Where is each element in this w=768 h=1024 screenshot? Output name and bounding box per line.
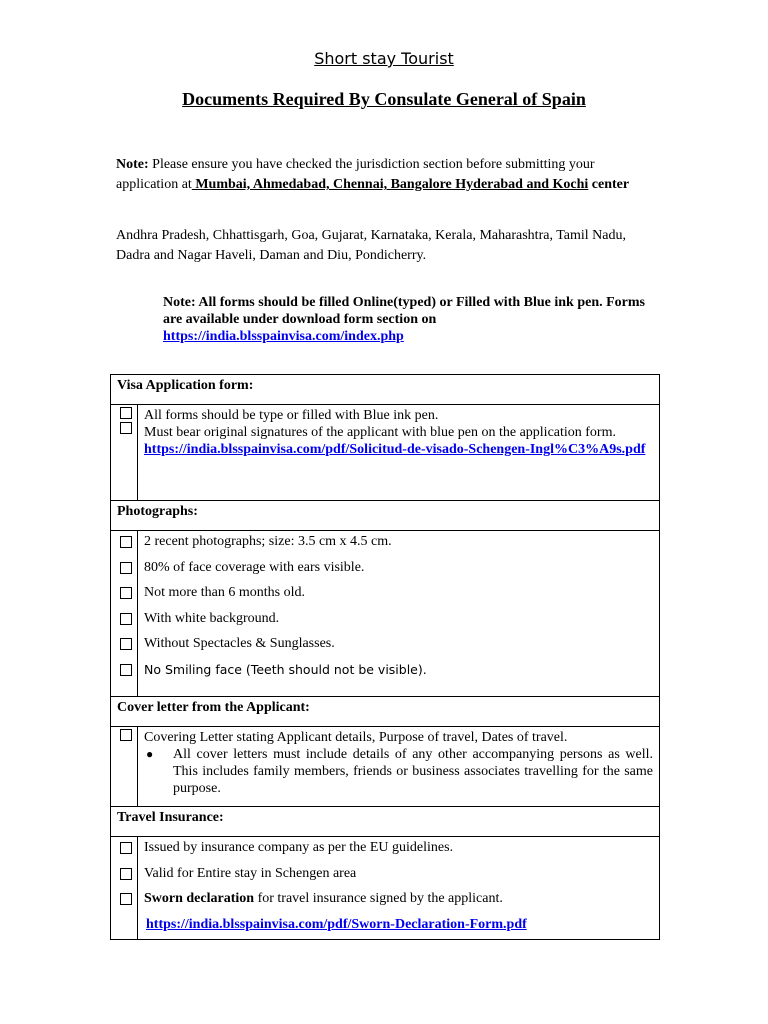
checkbox[interactable] — [120, 664, 132, 676]
forms-note-text: Note: All forms should be filled Online(typed) or Filled with Blue ink pen. Forms are available under download form section on — [163, 295, 645, 327]
checkbox[interactable] — [120, 407, 132, 419]
visa-checkboxes — [111, 405, 138, 501]
page-subtitle: Short stay Tourist — [314, 49, 454, 68]
checkbox[interactable] — [120, 729, 132, 741]
section-photos-title: Photographs: — [111, 501, 660, 531]
cover-bullet-text: All cover letters must include details of any other accompanying persons as well. This includes family members, friends or business associates travelling for the same purpose. — [173, 747, 653, 796]
section-visa-title: Visa Application form: — [111, 375, 660, 405]
sworn-form-link[interactable]: https://india.blsspainvisa.com/pdf/Sworn-Declaration-Form.pdf — [146, 916, 527, 932]
documents-table — [110, 374, 660, 940]
photo-item: With white background. — [144, 610, 280, 626]
jurisdiction-note — [116, 155, 651, 195]
sworn-bold: Sworn declaration — [144, 891, 255, 906]
visa-item: Must bear original signatures of the applicant with blue pen on the application form. — [144, 425, 616, 440]
index-link[interactable]: https://india.blsspainvisa.com/index.php — [163, 329, 404, 344]
page-title: Documents Required By Consulate General of Spain — [182, 89, 586, 109]
cover-bullet — [144, 746, 653, 797]
checkbox[interactable] — [120, 868, 132, 880]
bullet-icon: ● — [146, 747, 154, 761]
note-text: Please ensure you have checked the jurisdiction section before submitting your application at — [116, 157, 595, 192]
insurance-item: Valid for Entire stay in Schengen area — [144, 865, 357, 881]
checkbox[interactable] — [120, 422, 132, 434]
insurance-checkboxes — [111, 837, 138, 940]
photo-checkboxes — [111, 531, 138, 697]
insurance-item — [144, 890, 653, 916]
cover-item: Covering Letter stating Applicant details, Purpose of travel, Dates of travel. — [144, 730, 568, 745]
section-insurance-title: Travel Insurance: — [111, 807, 660, 837]
checkbox[interactable] — [120, 562, 132, 574]
visa-item: All forms should be type or filled with Blue ink pen. — [144, 408, 439, 423]
checkbox[interactable] — [120, 893, 132, 905]
checkbox[interactable] — [120, 613, 132, 625]
insurance-item: Issued by insurance company as per the EU guidelines. — [144, 840, 454, 855]
sworn-rest: for travel insurance signed by the applicant. — [254, 891, 503, 906]
section-cover-title: Cover letter from the Applicant: — [111, 697, 660, 727]
checkbox[interactable] — [120, 587, 132, 599]
checkbox[interactable] — [120, 536, 132, 548]
forms-note — [163, 294, 663, 345]
states-list: Andhra Pradesh, Chhattisgarh, Goa, Gujarat, Karnataka, Kerala, Maharashtra, Tamil Nadu, Dadra and Nagar Haveli, Daman and Diu, Pondicherry. — [116, 228, 626, 263]
note-label: Note: — [116, 157, 149, 172]
photo-item: 2 recent photographs; size: 3.5 cm x 4.5 cm. — [144, 534, 392, 549]
photo-item: No Smiling face (Teeth should not be visible). — [144, 661, 427, 677]
photo-item: Without Spectacles & Sunglasses. — [144, 636, 335, 651]
photo-item: 80% of face coverage with ears visible. — [144, 559, 365, 575]
checkbox[interactable] — [120, 842, 132, 854]
checkbox[interactable] — [120, 638, 132, 650]
visa-form-link[interactable]: https://india.blsspainvisa.com/pdf/Solicitud-de-visado-Schengen-Ingl%C3%A9s.pdf — [144, 442, 646, 457]
photo-item: Not more than 6 months old. — [144, 585, 305, 600]
cover-checkboxes — [111, 727, 138, 807]
note-suffix: center — [588, 177, 630, 192]
note-locations: Mumbai, Ahmedabad, Chennai, Bangalore Hyderabad and Kochi — [191, 177, 589, 192]
